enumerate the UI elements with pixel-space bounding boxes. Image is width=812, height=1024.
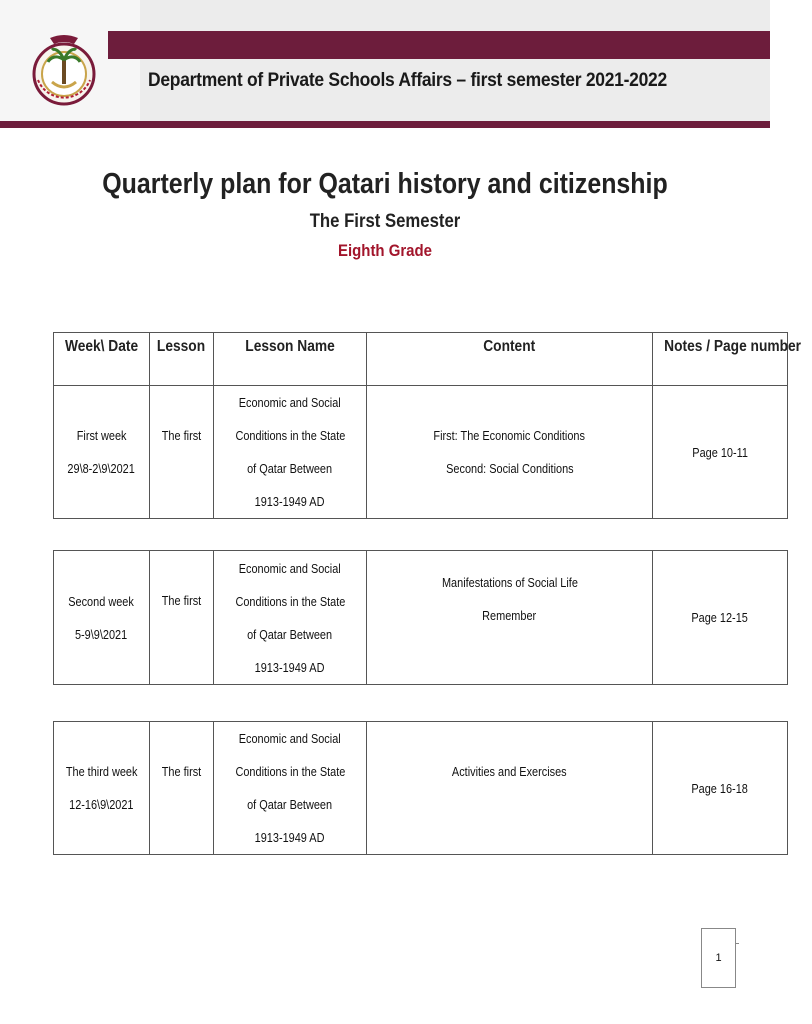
column-header-week-date: Week\ Date: [54, 333, 150, 386]
column-header-notes: Notes / Page number: [653, 333, 788, 386]
content-cell: First: The Economic Conditions Second: Social Conditions: [367, 386, 653, 519]
plan-table-3: [53, 721, 788, 855]
lesson-cell: The first: [150, 722, 214, 855]
column-header-lesson: Lesson: [150, 333, 214, 386]
lesson-name-cell: Economic and Social Conditions in the State of Qatar Between 1913-1949 AD: [214, 551, 367, 685]
page-number: 1: [701, 928, 736, 988]
content-cell: Activities and Exercises: [367, 722, 653, 855]
table-row: [54, 722, 788, 855]
page-title: Quarterly plan for Qatari history and citizenship: [102, 168, 668, 200]
lesson-cell: The first: [150, 551, 214, 685]
notes-cell: Page 10-11: [653, 386, 788, 519]
page-number-tick: [735, 943, 739, 944]
table-header-row: [54, 333, 788, 386]
plan-table-2: [53, 550, 788, 685]
column-header-lesson-name: Lesson Name: [214, 333, 367, 386]
table-row: [54, 551, 788, 685]
content-cell: Manifestations of Social Life Remember: [367, 551, 653, 685]
plan-table-1: [53, 332, 802, 519]
grade-title: Eighth Grade: [338, 241, 432, 260]
lesson-name-cell: Economic and Social Conditions in the State of Qatar Between 1913-1949 AD: [214, 386, 367, 519]
week-date-cell: First week 29\8-2\9\2021: [54, 386, 150, 519]
header-maroon-line: [0, 121, 770, 128]
column-header-content: Content: [367, 333, 653, 386]
table-row: [54, 386, 788, 519]
week-date-cell: Second week 5-9\9\2021: [54, 551, 150, 685]
qatar-ministry-emblem-icon: [30, 30, 98, 110]
lesson-cell: The first: [150, 386, 214, 519]
semester-title: The First Semester: [309, 211, 461, 232]
week-date-cell: The third week 12-16\9\2021: [54, 722, 150, 855]
notes-cell: Page 16-18: [653, 722, 788, 855]
department-title: Department of Private Schools Affairs – first semester 2021-2022: [148, 70, 667, 91]
lesson-name-cell: Economic and Social Conditions in the State of Qatar Between 1913-1949 AD: [214, 722, 367, 855]
header-maroon-band: [108, 31, 770, 59]
notes-cell: Page 12-15: [653, 551, 788, 685]
